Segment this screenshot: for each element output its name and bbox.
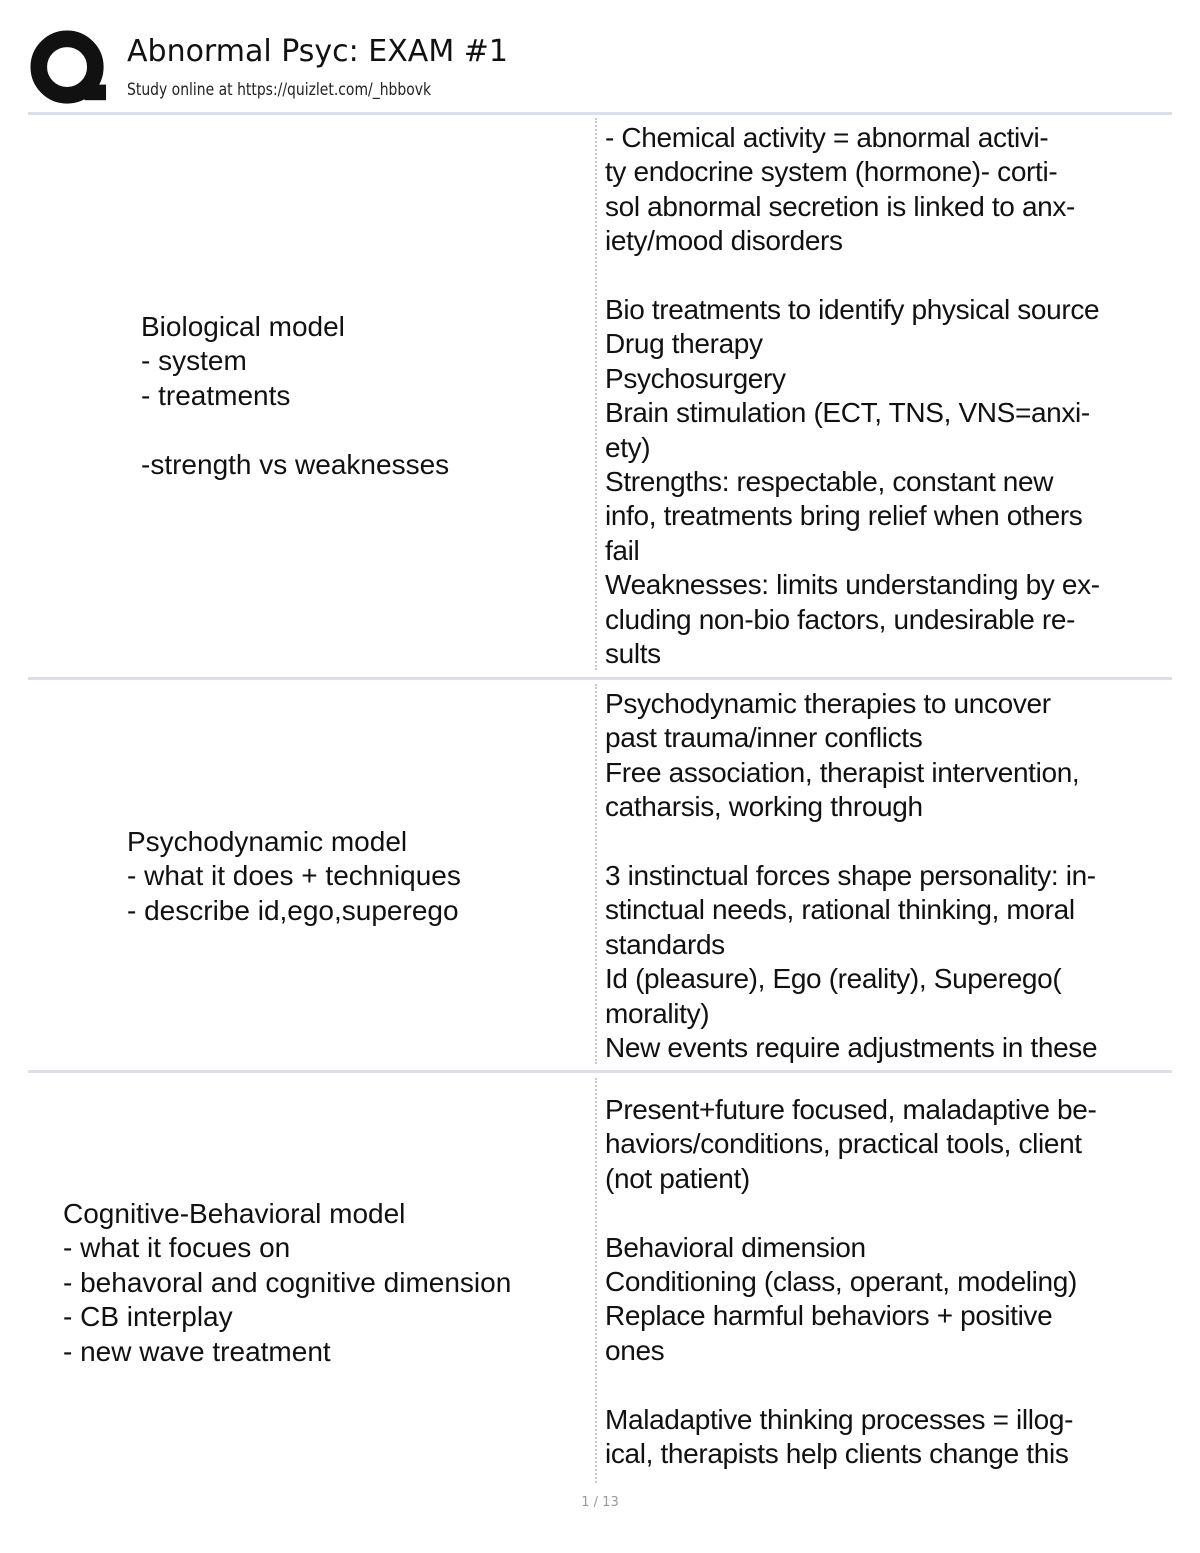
study-online-link[interactable]: Study online at https://quizlet.com/_hbbovk	[127, 80, 432, 100]
column-divider	[595, 684, 597, 1064]
card-term: Biological model - system - treatments -strength vs weaknesses	[141, 311, 450, 480]
card-definition: Psychodynamic therapies to uncover past trauma/inner conflicts Free association, therapist intervention, catharsis, working through 3 instinctual forces shape personality: in- stinctual needs, rational thinking, moral standards Id (pleasure), Ego (reality), Superego( morality) New events require adjustments in these	[605, 688, 1098, 1064]
card-divider	[28, 1070, 1172, 1073]
quizlet-logo-icon	[30, 30, 108, 108]
card-definition: Present+future focused, maladaptive be- haviors/conditions, practical tools, client (not patient) Behavioral dimension Conditioning (class, operant, modeling) Replace harmful behaviors + positive ones Maladaptive thinking processes = illog- ical, therapists help clients change this	[605, 1094, 1097, 1470]
card-divider	[28, 677, 1172, 680]
header-divider	[28, 112, 1172, 115]
card-term: Psychodynamic model - what it does + techniques - describe id,ego,superego	[127, 826, 461, 926]
document-title: Abnormal Psyc: EXAM #1	[127, 34, 508, 69]
column-divider	[595, 1078, 597, 1483]
card-term: Cognitive-Behavioral model - what it focues on - behavoral and cognitive dimension - CB interplay - new wave treatment	[63, 1198, 512, 1367]
card-definition: - Chemical activity = abnormal activi- ty endocrine system (hormone)- corti- sol abnormal secretion is linked to anx- iety/mood disorders Bio treatments to identify physical source Drug therapy Psychosurgery Brain stimulation (ECT, TNS, VNS=anxi- ety) Strengths: respectable, constant new info, treatments bring relief when others fail Weaknesses: limits understanding by ex- cluding non-bio factors, undesirable re- sults	[605, 122, 1100, 670]
column-divider	[595, 118, 597, 670]
page-number: 1 / 13	[581, 1495, 619, 1510]
